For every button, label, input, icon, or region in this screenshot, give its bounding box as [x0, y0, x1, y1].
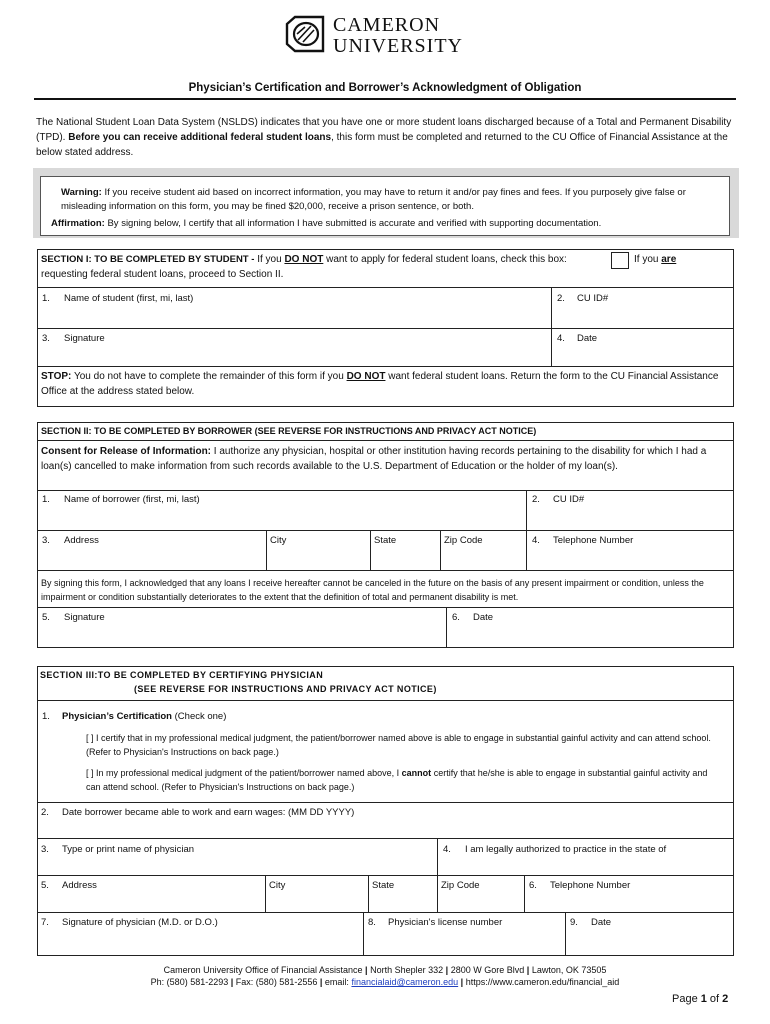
physician-license-field[interactable]: 8. Physician's license number	[368, 917, 503, 928]
university-name-line2: UNIVERSITY	[333, 35, 463, 57]
borrower-zip-field[interactable]: Zip Code	[444, 535, 483, 546]
physician-city-field[interactable]: City	[269, 880, 286, 891]
intro-paragraph	[36, 115, 736, 160]
borrower-state-field[interactable]: State	[374, 535, 397, 546]
section2-heading: SECTION II: TO BE COMPLETED BY BORROWER (SEE REVERSE FOR INSTRUCTIONS AND PRIVACY ACT NOTICE)	[41, 426, 537, 436]
section1-heading: SECTION I: TO BE COMPLETED BY STUDENT -	[41, 254, 255, 265]
student-cuid-field[interactable]: 2. CU ID#	[557, 293, 609, 304]
affirmation-body: By signing below, I certify that all information I have submitted is accurate and verified with supporting documentation.	[107, 218, 602, 229]
opt-out-checkbox[interactable]	[611, 252, 629, 269]
section1-if-are: If you are	[634, 254, 677, 265]
section1-are: are	[661, 254, 677, 265]
section3-heading-1: SECTION III:TO BE COMPLETED BY CERTIFYING PHYSICIAN	[40, 670, 324, 680]
borrower-city-field[interactable]: City	[270, 535, 287, 546]
borrower-phone-field[interactable]: 4. Telephone Number	[532, 535, 634, 546]
section3-heading-2: (SEE REVERSE FOR INSTRUCTIONS AND PRIVACY ACT NOTICE)	[134, 684, 437, 694]
intro-bold: Before you can receive additional federal student loans	[68, 132, 332, 143]
borrower-cuid-field[interactable]: 2. CU ID#	[532, 494, 585, 505]
stop-do-not: DO NOT	[346, 371, 386, 382]
section1-do-not: DO NOT	[284, 254, 324, 265]
section3-heading-bar	[38, 667, 733, 701]
affirmation-text	[51, 217, 721, 231]
warning-body: If you receive student aid based on incorrect information, you may have to return it and/or pay fines and fees. If you purposely give false or misleading information on this form, you may be fined $20,000, receive a prison sentence, or both.	[61, 187, 686, 212]
section1-proceed: requesting federal student loans, proceed to Section II.	[41, 269, 284, 280]
physician-signature-field[interactable]: 7. Signature of physician (M.D. or D.O.)	[41, 917, 218, 928]
title-rule	[34, 98, 736, 100]
physician-date-field[interactable]: 9. Date	[570, 917, 612, 928]
form-title: Physician’s Certification and Borrower’s Acknowledgment of Obligation	[188, 82, 582, 94]
university-logo	[283, 12, 473, 60]
footer-line1: Cameron University Office of Financial Assistance | North Shepler 332 | 2800 W Gore Blvd | Lawton, OK 73505	[163, 965, 607, 975]
affirmation-label: Affirmation:	[51, 218, 105, 229]
cert-option-able[interactable]: [ ] I certify that in my professional medical judgment, the patient/borrower named above is able to engage in substantial gainful activity and can attend school. (Refer to Physician's Instructions on back page.)	[86, 733, 711, 757]
intro-text-a: The National Student Loan Data System (NSLDS) indicates that you have one or more student loans discharged because of a Total and Permanent Disability (TPD).	[36, 117, 732, 143]
borrower-address-field[interactable]: 3. Address	[42, 535, 99, 546]
physician-certification: 1. Physician’s Certification (Check one) [ ] I certify that in my professional medical judgment, the patient/borrower named above is able to engage in substantial gainful activity and can attend school. (Refer to Physician's Instructions on back page.) [ ] In my professional medical judgment of the patient/borrower named above, I cannot certify that he/she is able to engage in substantial gainful activity and can attend school. (Refer to Physician's Instructions on back page.)	[38, 701, 733, 802]
section2-heading-bar	[38, 423, 733, 441]
warning-box	[40, 176, 730, 236]
borrower-name-field[interactable]: 1. Name of borrower (first, mi, last)	[42, 494, 200, 505]
cameron-seal-icon	[283, 14, 329, 56]
consent-label: Consent for Release of Information:	[41, 446, 212, 457]
physician-state-field[interactable]: State	[372, 880, 395, 891]
student-name-field[interactable]: 1. Name of student (first, mi, last)	[42, 293, 194, 304]
footer-email-link[interactable]: financialaid@cameron.edu	[351, 977, 459, 987]
footer-website-link[interactable]: https://www.cameron.edu/financial_aid	[465, 977, 620, 987]
warning-text	[61, 186, 701, 214]
cert-option-cannot[interactable]: [ ] In my professional medical judgment of the patient/borrower named above, I cannot certify that he/she is able to engage in substantial gainful activity and can attend school. (Refer to Physician's Instructions on back page.)	[86, 768, 708, 792]
warning-label: Warning:	[61, 187, 102, 198]
physician-name-field[interactable]: 3. Type or print name of physician	[41, 844, 195, 855]
stop-notice: STOP: You do not have to complete the remainder of this form if you DO NOT want federal student loans. Return the form to the CU Financial Assistance Office at the address stated below.	[41, 371, 719, 397]
consent-paragraph: Consent for Release of Information: I authorize any physician, hospital or other institution having records pertaining to the disability for which I had a loan(s) cancelled to make information from such records available to the U.S. Department of Education or the holder of my loan(s).	[41, 446, 707, 472]
stop-label: STOP:	[41, 371, 72, 382]
footer-line2: Ph: (580) 581-2293 | Fax: (580) 581-2556 | email: financialaid@cameron.edu | https://www.cameron.edu/financial_aid	[150, 977, 620, 987]
intro-text-b: , this form must be completed and returned to the CU Office of Financial Assistance at the below stated address.	[36, 132, 728, 158]
borrower-acknowledgment: By signing this form, I acknowledged that any loans I receive hereafter cannot be canceled in the future on the basis of any present impairment or condition, unless the impairment or condition substantially deteriorates to the extent that the definition of total and permanent disability is met.	[41, 578, 704, 602]
date-able-to-work-field[interactable]: 2. Date borrower became able to work and earn wages: (MM DD YYYY)	[41, 807, 355, 818]
cannot-text: cannot	[401, 768, 432, 778]
section1-intro: SECTION I: TO BE COMPLETED BY STUDENT - If you DO NOT want to apply for federal student loans, check this box:	[41, 254, 567, 265]
student-date-field[interactable]: 4. Date	[557, 333, 598, 344]
practice-state-field[interactable]: 4. I am legally authorized to practice in the state of	[443, 844, 667, 855]
borrower-signature-field[interactable]: 5. Signature	[42, 612, 105, 623]
physician-address-field[interactable]: 5. Address	[41, 880, 97, 891]
page-number: Page 1 of 2	[672, 993, 729, 1005]
student-signature-field[interactable]: 3. Signature	[42, 333, 105, 344]
physician-phone-field[interactable]: 6. Telephone Number	[529, 880, 631, 891]
university-name-line1: CAMERON	[333, 14, 441, 36]
borrower-date-field[interactable]: 6. Date	[452, 612, 494, 623]
physician-zip-field[interactable]: Zip Code	[441, 880, 480, 891]
